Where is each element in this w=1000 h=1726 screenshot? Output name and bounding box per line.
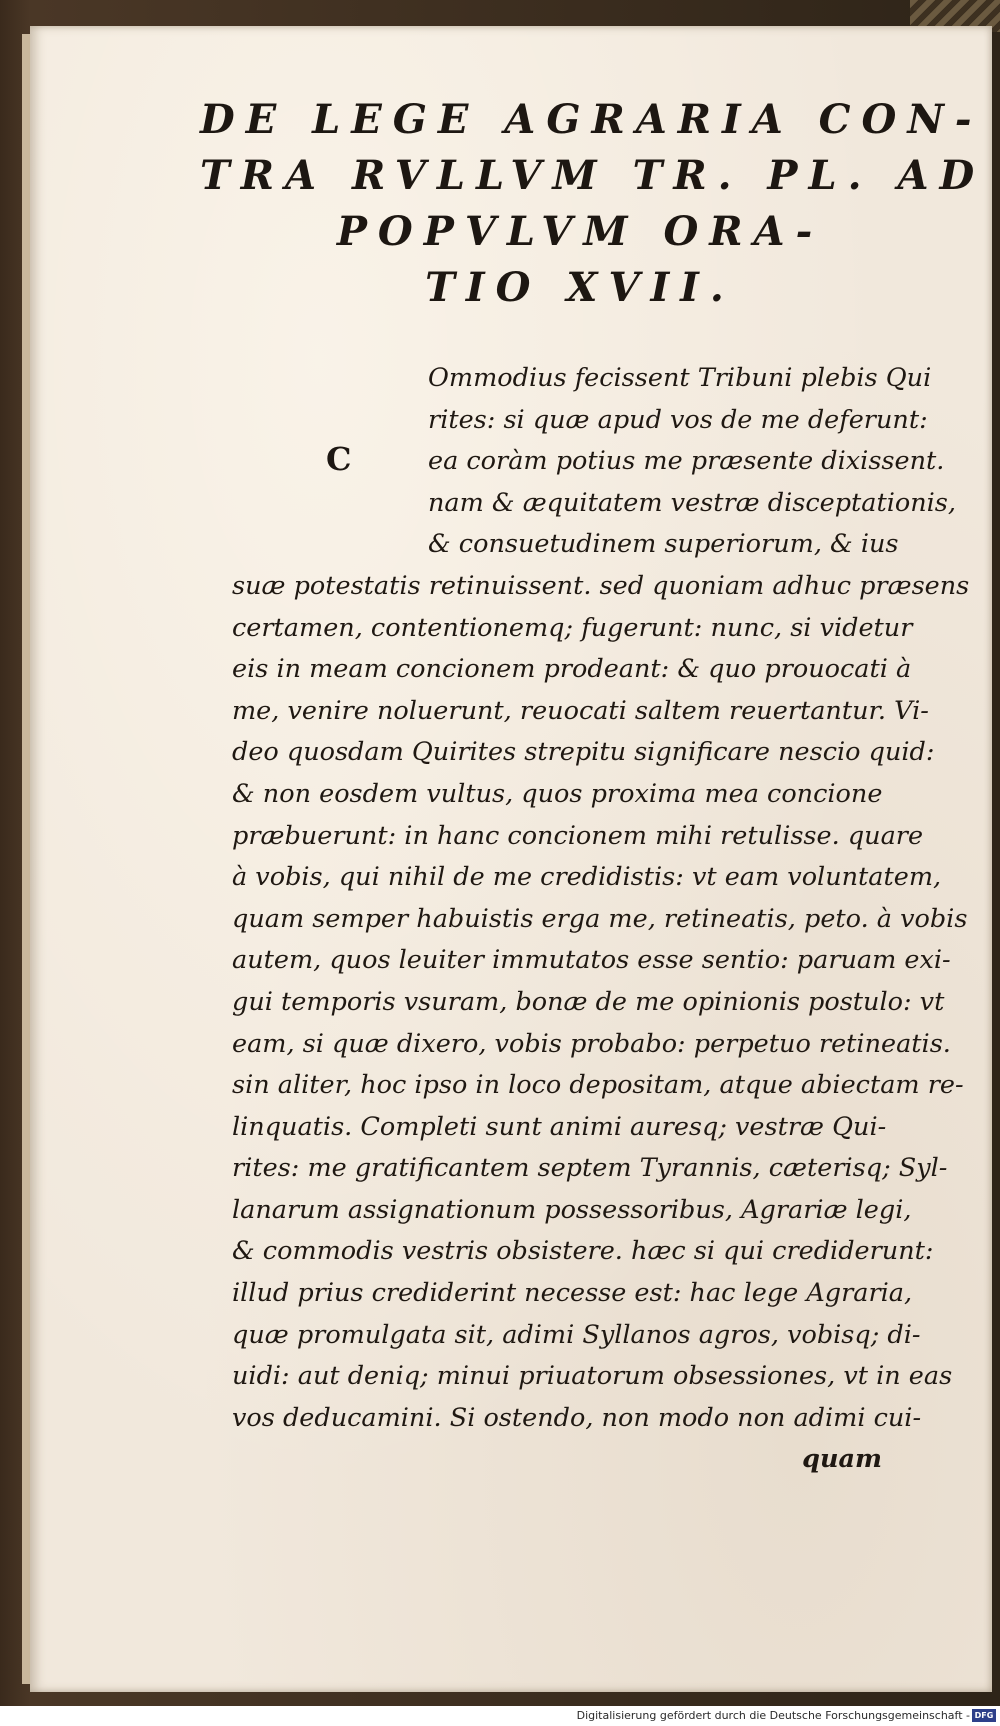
text-line: à vobis, qui nihil de me credidistis: vt eam voluntatem, [232,862,942,893]
text-line: nam & æquitatem vestræ disceptationis, [428,487,956,518]
title-line: DE LEGE AGRARIA CON- [200,96,983,143]
text-line: certamen, contentionemq; fugerunt: nunc, si videtur [232,612,913,643]
text-line: præbuerunt: in hanc concionem mihi retulisse. quare [232,820,924,851]
oration-title [200,92,986,316]
text-line: eam, si quæ dixero, vobis probabo: perpetuo retineatis. [232,1028,951,1059]
body-text [232,358,970,1481]
text-line: deo quosdam Quirites strepitu significare nescio quid: [232,737,935,768]
text-line: lanarum assignationum possessoribus, Agrariæ legi, [232,1194,912,1225]
title-line: POPVLVM ORA- [336,208,824,255]
text-line: quæ promulgata sit, adimi Syllanos agros, vobisq; di- [232,1319,921,1350]
text-line: uidi: aut deniq; minui priuatorum obsessiones, vt in eas [232,1361,953,1392]
text-line: quam semper habuistis erga me, retineatis, peto. à vobis [232,903,968,934]
text-line: vos deducamini. Si ostendo, non modo non adimi cui- [232,1402,922,1433]
text-line: gui temporis vsuram, bonæ de me opinionis postulo: vt [232,986,945,1017]
text-line: rites: me gratificantem septem Tyrannis, cæterisq; Syl- [232,1153,948,1184]
text-line: illud prius crediderint necesse est: hac lege Agraria, [232,1278,913,1309]
text-line: & consuetudinem superiorum, & ius [428,529,899,560]
text-line: ea coràm potius me præsente dixissent. [428,446,945,477]
text-line: rites: si quæ apud vos de me deferunt: [428,404,928,435]
dfg-logo: DFG [972,1709,996,1722]
text-line: linquatis. Completi sunt animi auresq; vestræ Qui- [232,1111,887,1142]
footer-credit: Digitalisierung gefördert durch die Deutsche Forschungsgemeinschaft - [576,1709,970,1722]
text-line: suæ potestatis retinuissent. sed quoniam adhuc præsens [232,570,970,601]
initial-letter: C [326,440,352,478]
catchword: quam [802,1444,882,1475]
title-line: TRA RVLLVM TR. PL. AD [200,152,986,199]
title-line: TIO XVII. [425,264,735,311]
text-line: & commodis vestris obsistere. hæc si qui crediderunt: [232,1236,934,1267]
text-line: eis in meam concionem prodeant: & quo prouocati à [232,654,912,685]
text-line: autem, quos leuiter immutatos esse sentio: paruam exi- [232,945,951,976]
text-line: sin aliter, hoc ipso in loco depositam, atque abiectam re- [232,1070,964,1101]
text-line: me, venire noluerunt, reuocati saltem reuertantur. Vi- [232,695,929,726]
text-line: & non eosdem vultus, quos proxima mea concione [232,778,883,809]
text-line: Ommodius fecissent Tribuni plebis Qui [428,363,932,393]
footer-bar [0,1706,1000,1726]
